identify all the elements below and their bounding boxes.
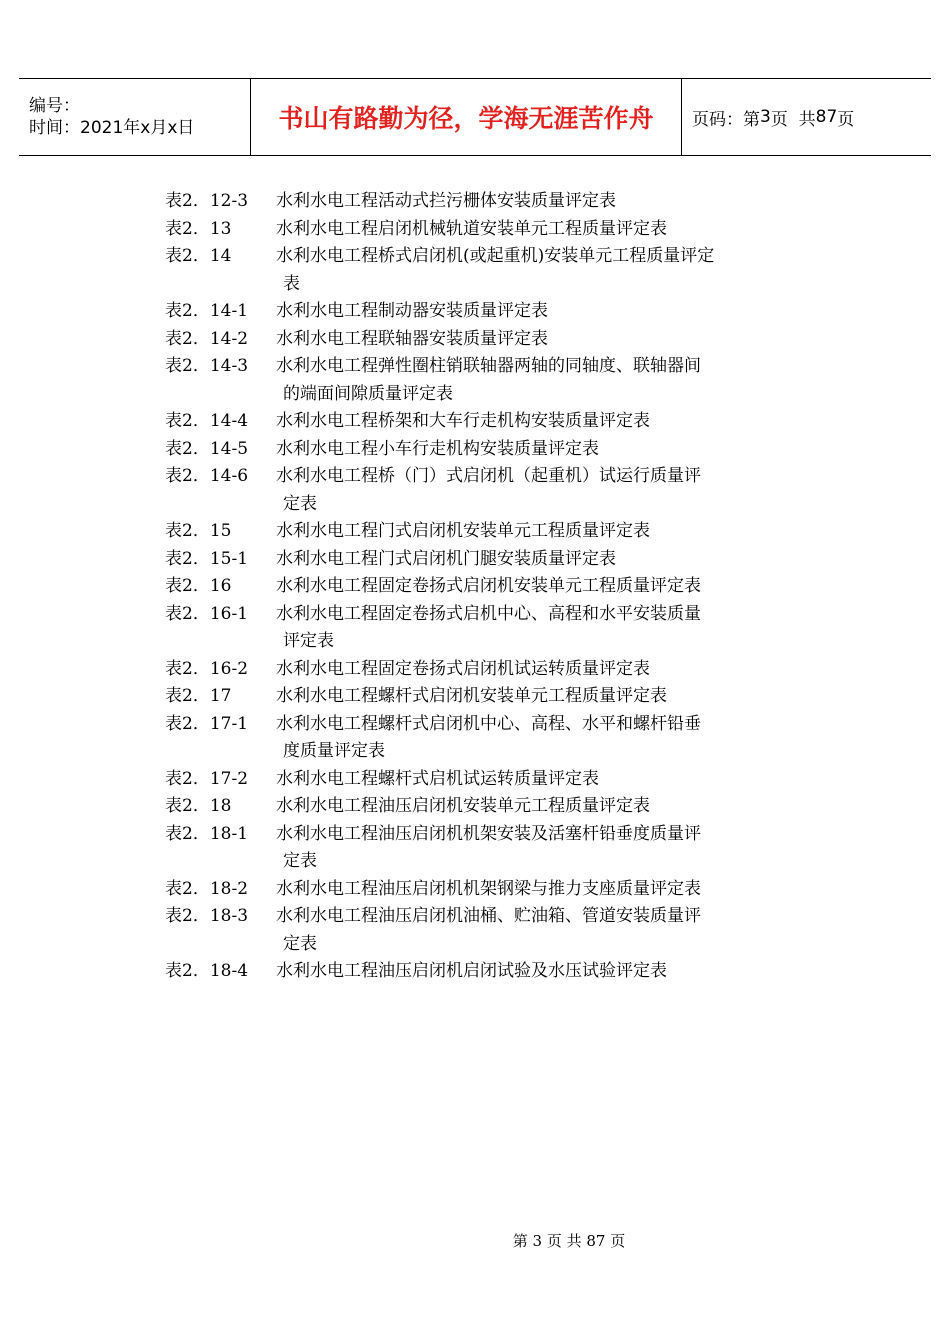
toc-item: [165, 298, 805, 326]
toc-item-number: 表2．14-4: [165, 411, 249, 431]
toc-item-title-line: 水利水电工程固定卷扬式启闭机安装单元工程质量评定表: [276, 576, 701, 596]
toc-item-title-line: 水利水电工程桥架和大车行走机构安装质量评定表: [276, 411, 650, 431]
toc-item: [165, 408, 805, 436]
toc-item: [165, 793, 805, 821]
toc-item-title: [276, 243, 788, 298]
toc-item-number: 表2．18-1: [165, 823, 249, 844]
toc-item: [165, 546, 805, 574]
page-end: 页: [837, 109, 855, 130]
toc-item-number: 表2．15-1: [165, 548, 249, 569]
toc-item: [165, 573, 805, 601]
header-motto: 书山有路勤为径，学海无涯苦作舟: [251, 79, 682, 155]
toc-item-number: 表2．16-1: [165, 603, 249, 624]
page-mid: 页 共: [770, 109, 816, 130]
toc-item-title: [276, 353, 788, 408]
toc-item-number: 表2．14-3: [165, 356, 249, 376]
toc-item-title-line: 水利水电工程制动器安装质量评定表: [276, 301, 548, 321]
toc-item-title: [276, 601, 788, 656]
toc-item-title-line: 水利水电工程门式启闭机安装单元工程质量评定表: [276, 521, 650, 541]
document-time: 时间：2021年x月x日: [29, 118, 195, 138]
page-header: [19, 78, 931, 156]
toc-item-title-line: 水利水电工程联轴器安装质量评定表: [276, 328, 548, 349]
toc-item: [165, 518, 805, 546]
header-meta: [19, 79, 251, 155]
toc-item-title-continuation: 定表: [283, 493, 317, 514]
page-label: 页码：第: [692, 109, 760, 130]
toc-item-title: [276, 436, 788, 464]
toc-item: [165, 243, 805, 298]
document-number-label: 编号：: [29, 96, 80, 116]
toc-item-title-continuation: 评定表: [283, 631, 334, 651]
toc-item-title: [276, 298, 788, 326]
toc-item-number: 表2．18-4: [165, 961, 249, 981]
toc-item-number: 表2．16: [165, 576, 232, 596]
toc-item-title-line: 水利水电工程固定卷扬式启机中心、高程和水平安装质量: [276, 603, 701, 624]
toc-item: [165, 436, 805, 464]
toc-item-title: [276, 518, 788, 546]
toc-item: [165, 683, 805, 711]
toc-item-title: [276, 793, 788, 821]
toc-item-number: 表2．12-3: [165, 191, 249, 211]
toc-item-title: [276, 463, 788, 518]
toc-item: [165, 326, 805, 354]
toc-item-title: [276, 326, 788, 354]
toc-item-title-line: 水利水电工程固定卷扬式启闭机试运转质量评定表: [276, 658, 650, 679]
toc-item-title: [276, 876, 788, 904]
toc-item-title-line: 水利水电工程弹性圈柱销联轴器两轴的同轴度、联轴器间: [276, 356, 701, 376]
toc-item: [165, 216, 805, 244]
toc-item-title-line: 水利水电工程桥式启闭机(或起重机)安装单元工程质量评定: [276, 246, 715, 266]
toc-item: [165, 656, 805, 684]
toc-item-number: 表2．14-2: [165, 328, 249, 349]
page-total: 87: [815, 107, 838, 127]
toc-item-number: 表2．17: [165, 686, 232, 706]
toc-item-title: [276, 546, 788, 574]
toc-item-title: [276, 656, 788, 684]
toc-item-number: 表2．17-1: [165, 713, 249, 734]
toc-item-title-line: 水利水电工程油压启闭机机架钢梁与推力支座质量评定表: [276, 878, 701, 899]
toc-item-title-continuation: 度质量评定表: [283, 741, 385, 761]
toc-item-title: [276, 408, 788, 436]
page-footer: 第 3 页 共 87 页: [512, 1232, 626, 1250]
toc-item: [165, 766, 805, 794]
toc-item-title-line: 水利水电工程小车行走机构安装质量评定表: [276, 438, 599, 459]
toc-item-number: 表2．14-5: [165, 438, 249, 459]
toc-item-number: 表2．18-2: [165, 878, 249, 899]
toc-item-title-continuation: 定表: [283, 933, 317, 954]
toc-item-title-continuation: 定表: [283, 851, 317, 871]
toc-item: [165, 463, 805, 518]
toc-item-title: [276, 188, 788, 216]
toc-item-number: 表2．14-1: [165, 301, 249, 321]
toc-item: [165, 353, 805, 408]
header-page-info: [682, 79, 931, 155]
toc-item-title-line: 水利水电工程油压启闭机启闭试验及水压试验评定表: [276, 961, 667, 981]
toc-item-number: 表2．17-2: [165, 768, 249, 789]
toc-item-title-continuation: 表: [283, 273, 300, 294]
toc-item-title: [276, 958, 788, 986]
toc-item-title-line: 水利水电工程启闭机械轨道安装单元工程质量评定表: [276, 218, 667, 239]
toc-item-number: 表2．13: [165, 218, 232, 239]
toc-item: [165, 903, 805, 958]
toc-item-number: 表2．18-3: [165, 906, 249, 926]
toc-item-number: 表2．14: [165, 246, 232, 266]
toc-item-title: [276, 216, 788, 244]
toc-item-title-line: 水利水电工程油压启闭机机架安装及活塞杆铅垂度质量评: [276, 823, 701, 844]
toc-item: [165, 958, 805, 986]
toc-item-title: [276, 711, 788, 766]
toc-item-title-line: 水利水电工程油压启闭机安装单元工程质量评定表: [276, 796, 650, 816]
toc-item-title-line: 水利水电工程螺杆式启机试运转质量评定表: [276, 768, 599, 789]
toc-item-title-line: 水利水电工程桥（门）式启闭机（起重机）试运行质量评: [276, 466, 701, 486]
toc-item: [165, 711, 805, 766]
toc-item-number: 表2．16-2: [165, 658, 249, 679]
toc-item-number: 表2．18: [165, 796, 232, 816]
page-current: 3: [760, 107, 771, 127]
toc-item-title-line: 水利水电工程螺杆式启闭机中心、高程、水平和螺杆铅垂: [276, 713, 701, 734]
toc-item-title-line: 水利水电工程门式启闭机门腿安装质量评定表: [276, 548, 616, 569]
toc-item-title-continuation: 的端面间隙质量评定表: [283, 383, 453, 404]
toc-item-number: 表2．14-6: [165, 466, 249, 486]
toc-item-title-line: 水利水电工程螺杆式启闭机安装单元工程质量评定表: [276, 686, 667, 706]
toc-item-title: [276, 903, 788, 958]
toc-item-title: [276, 683, 788, 711]
toc-item-title-line: 水利水电工程油压启闭机油桶、贮油箱、管道安装质量评: [276, 906, 701, 926]
toc-item: [165, 821, 805, 876]
toc-item-title: [276, 821, 788, 876]
toc-item: [165, 876, 805, 904]
toc-item: [165, 601, 805, 656]
toc-item-title: [276, 573, 788, 601]
toc-item-title: [276, 766, 788, 794]
table-of-contents: [165, 188, 805, 986]
toc-item: [165, 188, 805, 216]
toc-item-title-line: 水利水电工程活动式拦污栅体安装质量评定表: [276, 191, 616, 211]
toc-item-number: 表2．15: [165, 521, 232, 541]
